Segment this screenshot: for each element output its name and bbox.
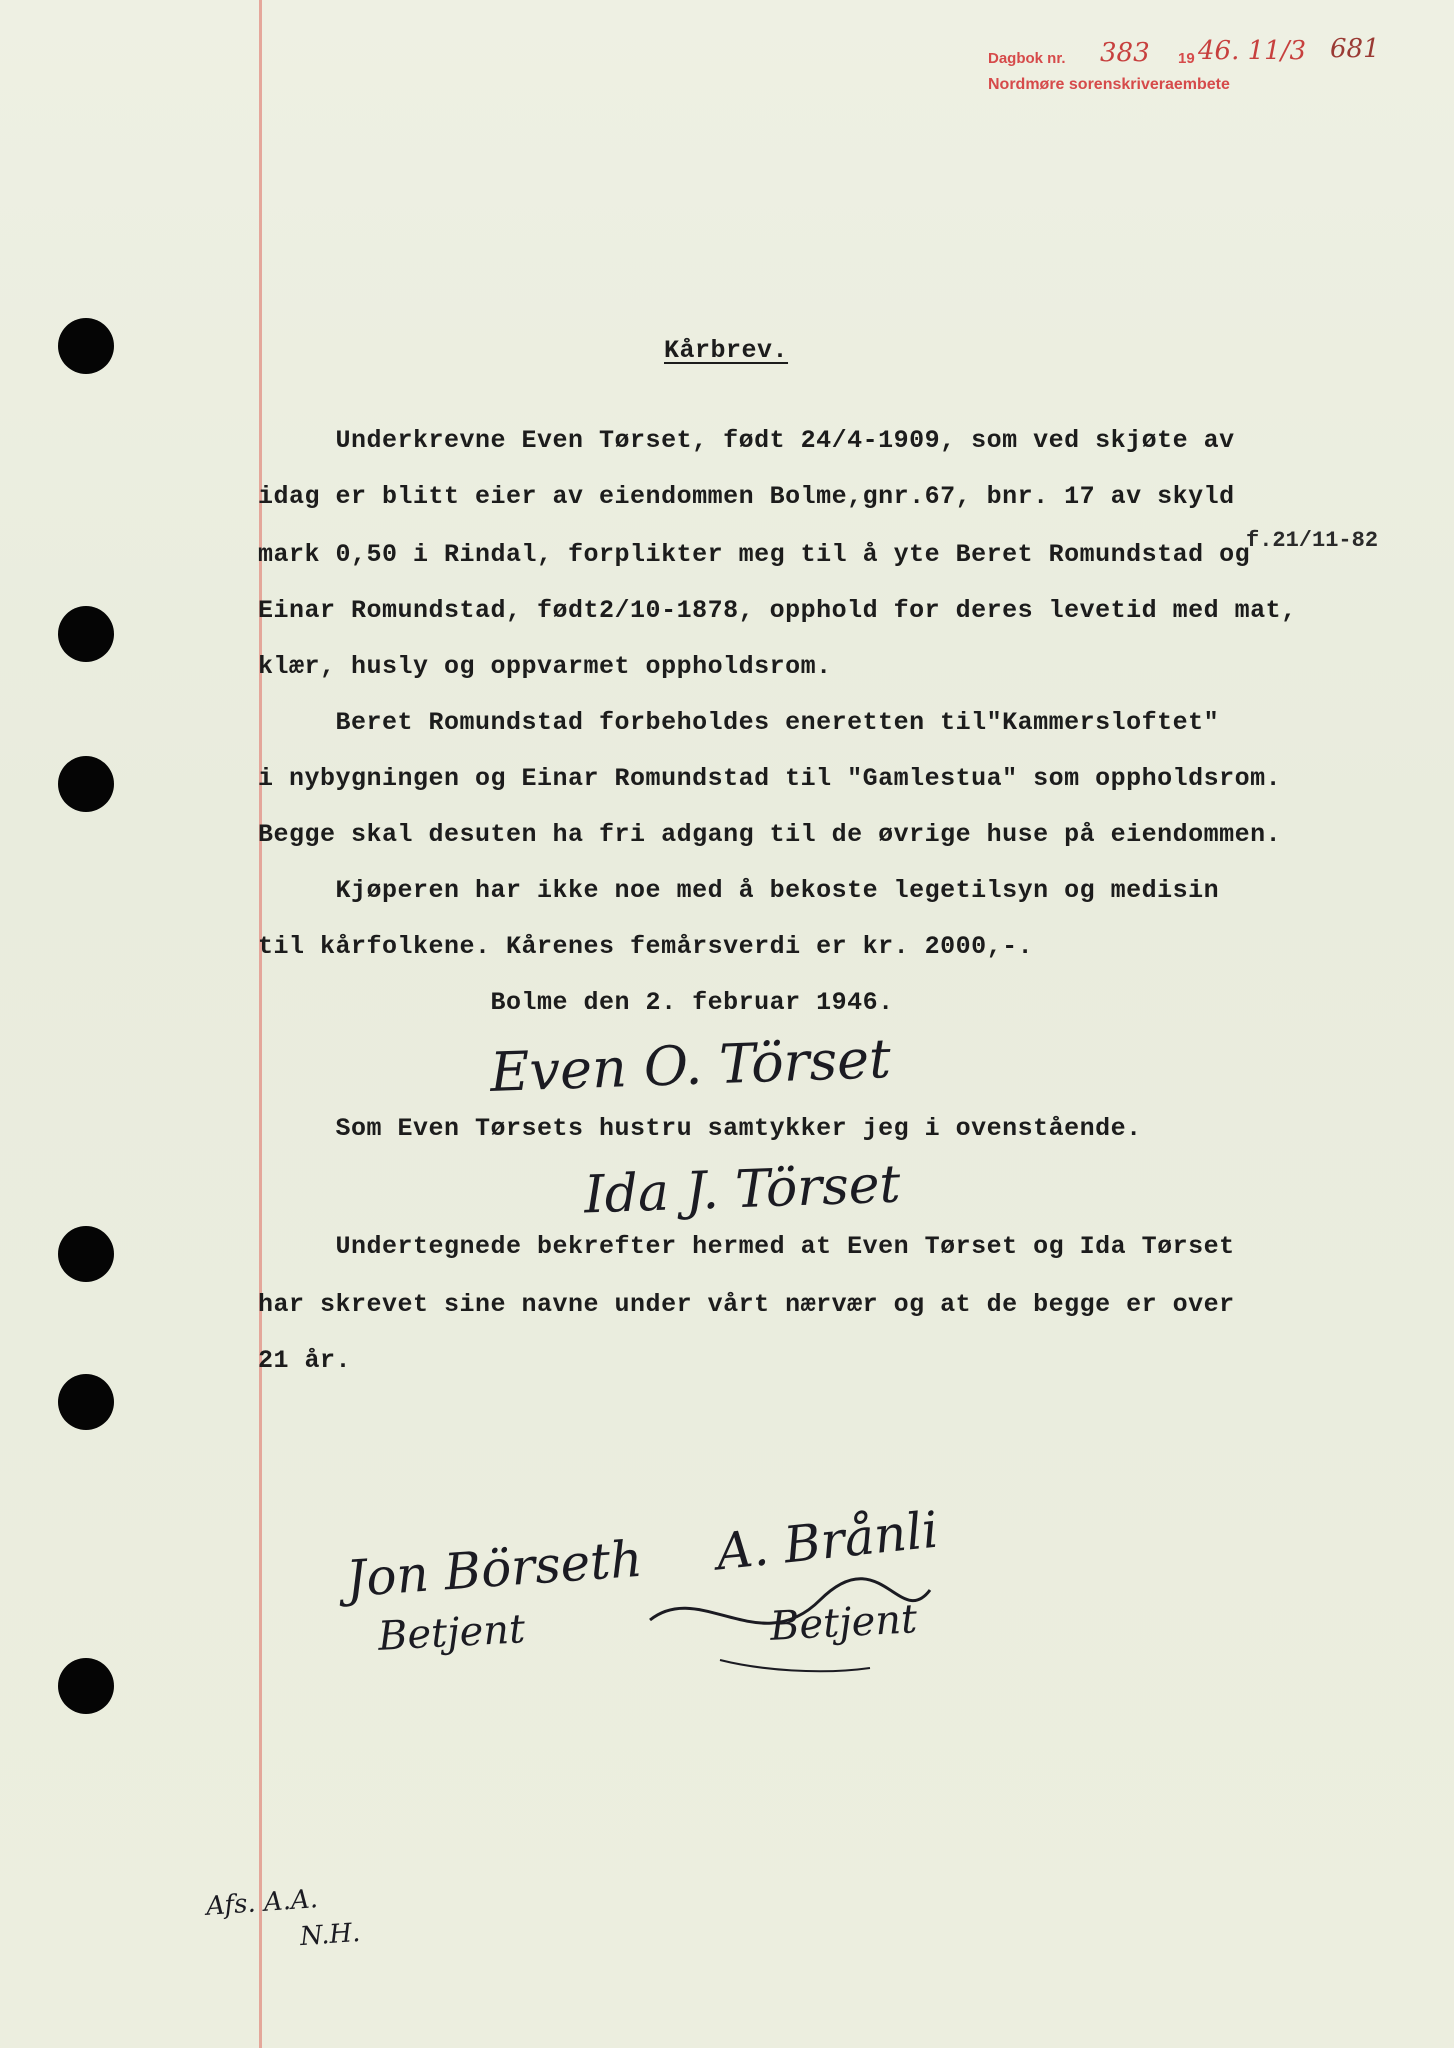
witness2-signature: A. Brånli bbox=[713, 1500, 941, 1582]
signature-even: Even O. Törset bbox=[489, 1027, 892, 1104]
body-line: i nybygningen og Einar Romundstad til "Gamlestua" som oppholdsrom. bbox=[258, 764, 1282, 793]
punch-hole bbox=[58, 756, 114, 812]
punch-hole bbox=[58, 606, 114, 662]
punch-hole bbox=[58, 1374, 114, 1430]
punch-hole bbox=[58, 1658, 114, 1714]
consent-line: Som Even Tørsets hustru samtykker jeg i ovenstående. bbox=[258, 1114, 1142, 1143]
witness2-flourish bbox=[640, 1560, 940, 1680]
punch-hole bbox=[58, 1226, 114, 1282]
date-handwritten: 46. 11/3 bbox=[1198, 36, 1306, 66]
signature-ida: Ida J. Törset bbox=[583, 1154, 902, 1226]
body-line: Beret Romundstad forbeholdes eneretten til"Kammersloftet" bbox=[258, 708, 1220, 737]
body-line: til kårfolkene. Kårenes femårsverdi er kr. 2000,-. bbox=[258, 932, 1034, 961]
dagbok-number: 383 bbox=[1100, 38, 1150, 68]
body-line: Einar Romundstad, født2/10-1878, opphold for deres levetid med mat, bbox=[258, 596, 1297, 625]
witness-line: 21 år. bbox=[258, 1346, 352, 1375]
body-line: Underkrevne Even Tørset, født 24/4-1909, som ved skjøte av bbox=[258, 426, 1235, 455]
office-name: Nordmøre sorenskriveraembete bbox=[988, 76, 1230, 93]
punch-hole bbox=[58, 318, 114, 374]
witness-line: har skrevet sine navne under vårt nærvær og at de begge er over bbox=[258, 1290, 1235, 1319]
body-line: Begge skal desuten ha fri adgang til de øvrige huse på eiendommen. bbox=[258, 820, 1282, 849]
witness1-signature: Jon Börseth bbox=[344, 1529, 645, 1609]
document-title: Kårbrev. bbox=[664, 336, 789, 365]
footer-note-line2: N.H. bbox=[299, 1917, 362, 1953]
marginal-note: f.21/11-82 bbox=[1246, 528, 1379, 553]
place-date-line: Bolme den 2. februar 1946. bbox=[258, 988, 894, 1017]
body-line: klær, husly og oppvarmet oppholdsrom. bbox=[258, 652, 832, 681]
page-number: 681 bbox=[1330, 34, 1380, 64]
body-line: idag er blitt eier av eiendommen Bolme,gnr.67, bnr. 17 av skyld bbox=[258, 482, 1235, 511]
body-line: mark 0,50 i Rindal, forplikter meg til å yte Beret Romundstad og bbox=[258, 540, 1251, 569]
witness1-title: Betjent bbox=[376, 1606, 527, 1660]
witness2-title: Betjent bbox=[768, 1596, 919, 1650]
witness-line: Undertegnede bekrefter hermed at Even Tørset og Ida Tørset bbox=[258, 1232, 1235, 1261]
year-printed: 19 bbox=[1178, 50, 1195, 67]
dagbok-label: Dagbok nr. bbox=[988, 50, 1066, 67]
body-line: Kjøperen har ikke noe med å bekoste legetilsyn og medisin bbox=[258, 876, 1220, 905]
footer-note-line1: Afs. A.A. bbox=[205, 1884, 319, 1922]
margin-line bbox=[259, 0, 262, 2048]
